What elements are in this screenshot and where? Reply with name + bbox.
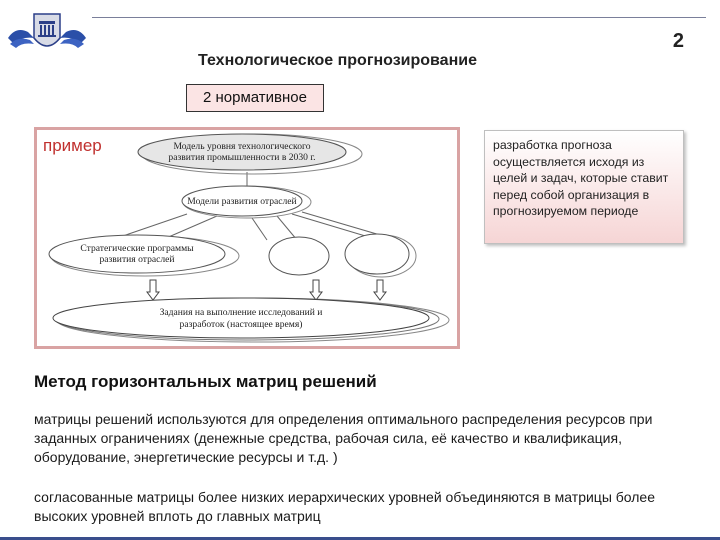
example-label: пример: [43, 136, 102, 155]
page-number: 2: [672, 30, 684, 52]
node-model-line1: Модель уровня технологического: [173, 141, 311, 152]
node-branch-models: Модели развития отраслей: [187, 196, 297, 207]
method-badge: 2 нормативное: [186, 84, 324, 112]
node-strategic-line2: развития отраслей: [99, 254, 175, 265]
definition-callout: разработка прогноза осуществляется исходя из целей и задач, которые ставит перед собой организация в прогнозируемом периоде: [484, 130, 684, 244]
node-model-line2: развития промышленности в 2030 г.: [168, 152, 316, 163]
header-divider: [92, 17, 706, 18]
diagram-frame: [34, 127, 460, 349]
section-heading: Метод горизонтальных матриц решений: [34, 372, 377, 391]
node-strategic-line1: Стратегические программы: [80, 243, 194, 254]
slide-title: Технологическое прогнозирование: [198, 52, 477, 69]
node-tasks-line1: Задания на выполнение исследований и: [159, 307, 323, 318]
node-tasks-line2: разработок (настоящее время): [179, 319, 303, 330]
university-logo: [6, 8, 88, 58]
paragraph-1: матрицы решений используются для определения оптимального распределения ресурсов при заданных ограничениях (денежные средства, рабочая сила, её качество и квалификация, оборудование, энергетические ресурсы и т.д. ): [34, 411, 653, 465]
paragraph-2: согласованные матрицы более низких иерархических уровней объединяются в матрицы более высоких уровней вплоть до главных матриц: [34, 489, 656, 524]
